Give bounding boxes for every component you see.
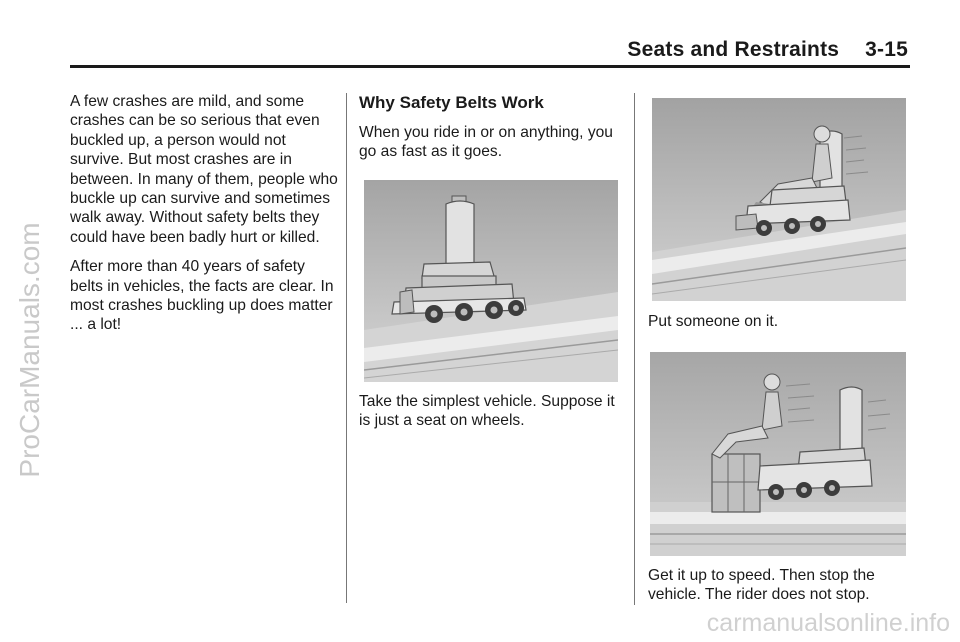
intro-paragraph: When you ride in or on anything, you go as fast as it goes. [359,124,613,161]
caption-rider-does-not-stop: Get it up to speed. Then stop the vehicle. The rider does not stop. [648,567,875,604]
section-title: Seats and Restraints [627,38,840,61]
caption-put-someone: Put someone on it. [648,313,779,330]
page-number: 3-15 [865,38,908,61]
column-3-caption-1-block [648,312,910,331]
page-header [627,38,908,62]
section-heading: Why Safety Belts Work [359,93,544,112]
column-divider-1 [346,93,347,603]
rider-on-seat-illustration [652,98,906,301]
header-rule [70,65,910,68]
column-divider-2 [634,93,635,605]
seat-on-wheels-illustration [364,180,618,382]
paragraph-crash-severity: A few crashes are mild, and some crashes can be so serious that even buckled up, a person would not survive. But most crashes are in between. In many of them, people who buckle up can survive and sometimes walk away. Without safety belts they could have been badly hurt or killed. [70,93,338,246]
column-2-caption-block [359,392,621,431]
rider-not-stopping-illustration [650,352,906,556]
bottom-watermark: carmanualsonline.info [706,609,950,637]
column-1 [70,92,340,345]
column-3-caption-2-block [648,566,910,605]
caption-seat-on-wheels: Take the simplest vehicle. Suppose it is just a seat on wheels. [359,393,615,430]
side-watermark: ProCarManuals.com [14,222,45,478]
column-2 [359,92,621,172]
paragraph-belt-facts: After more than 40 years of safety belts in vehicles, the facts are clear. In most crashes buckling up does matter ... a lot! [70,258,334,334]
